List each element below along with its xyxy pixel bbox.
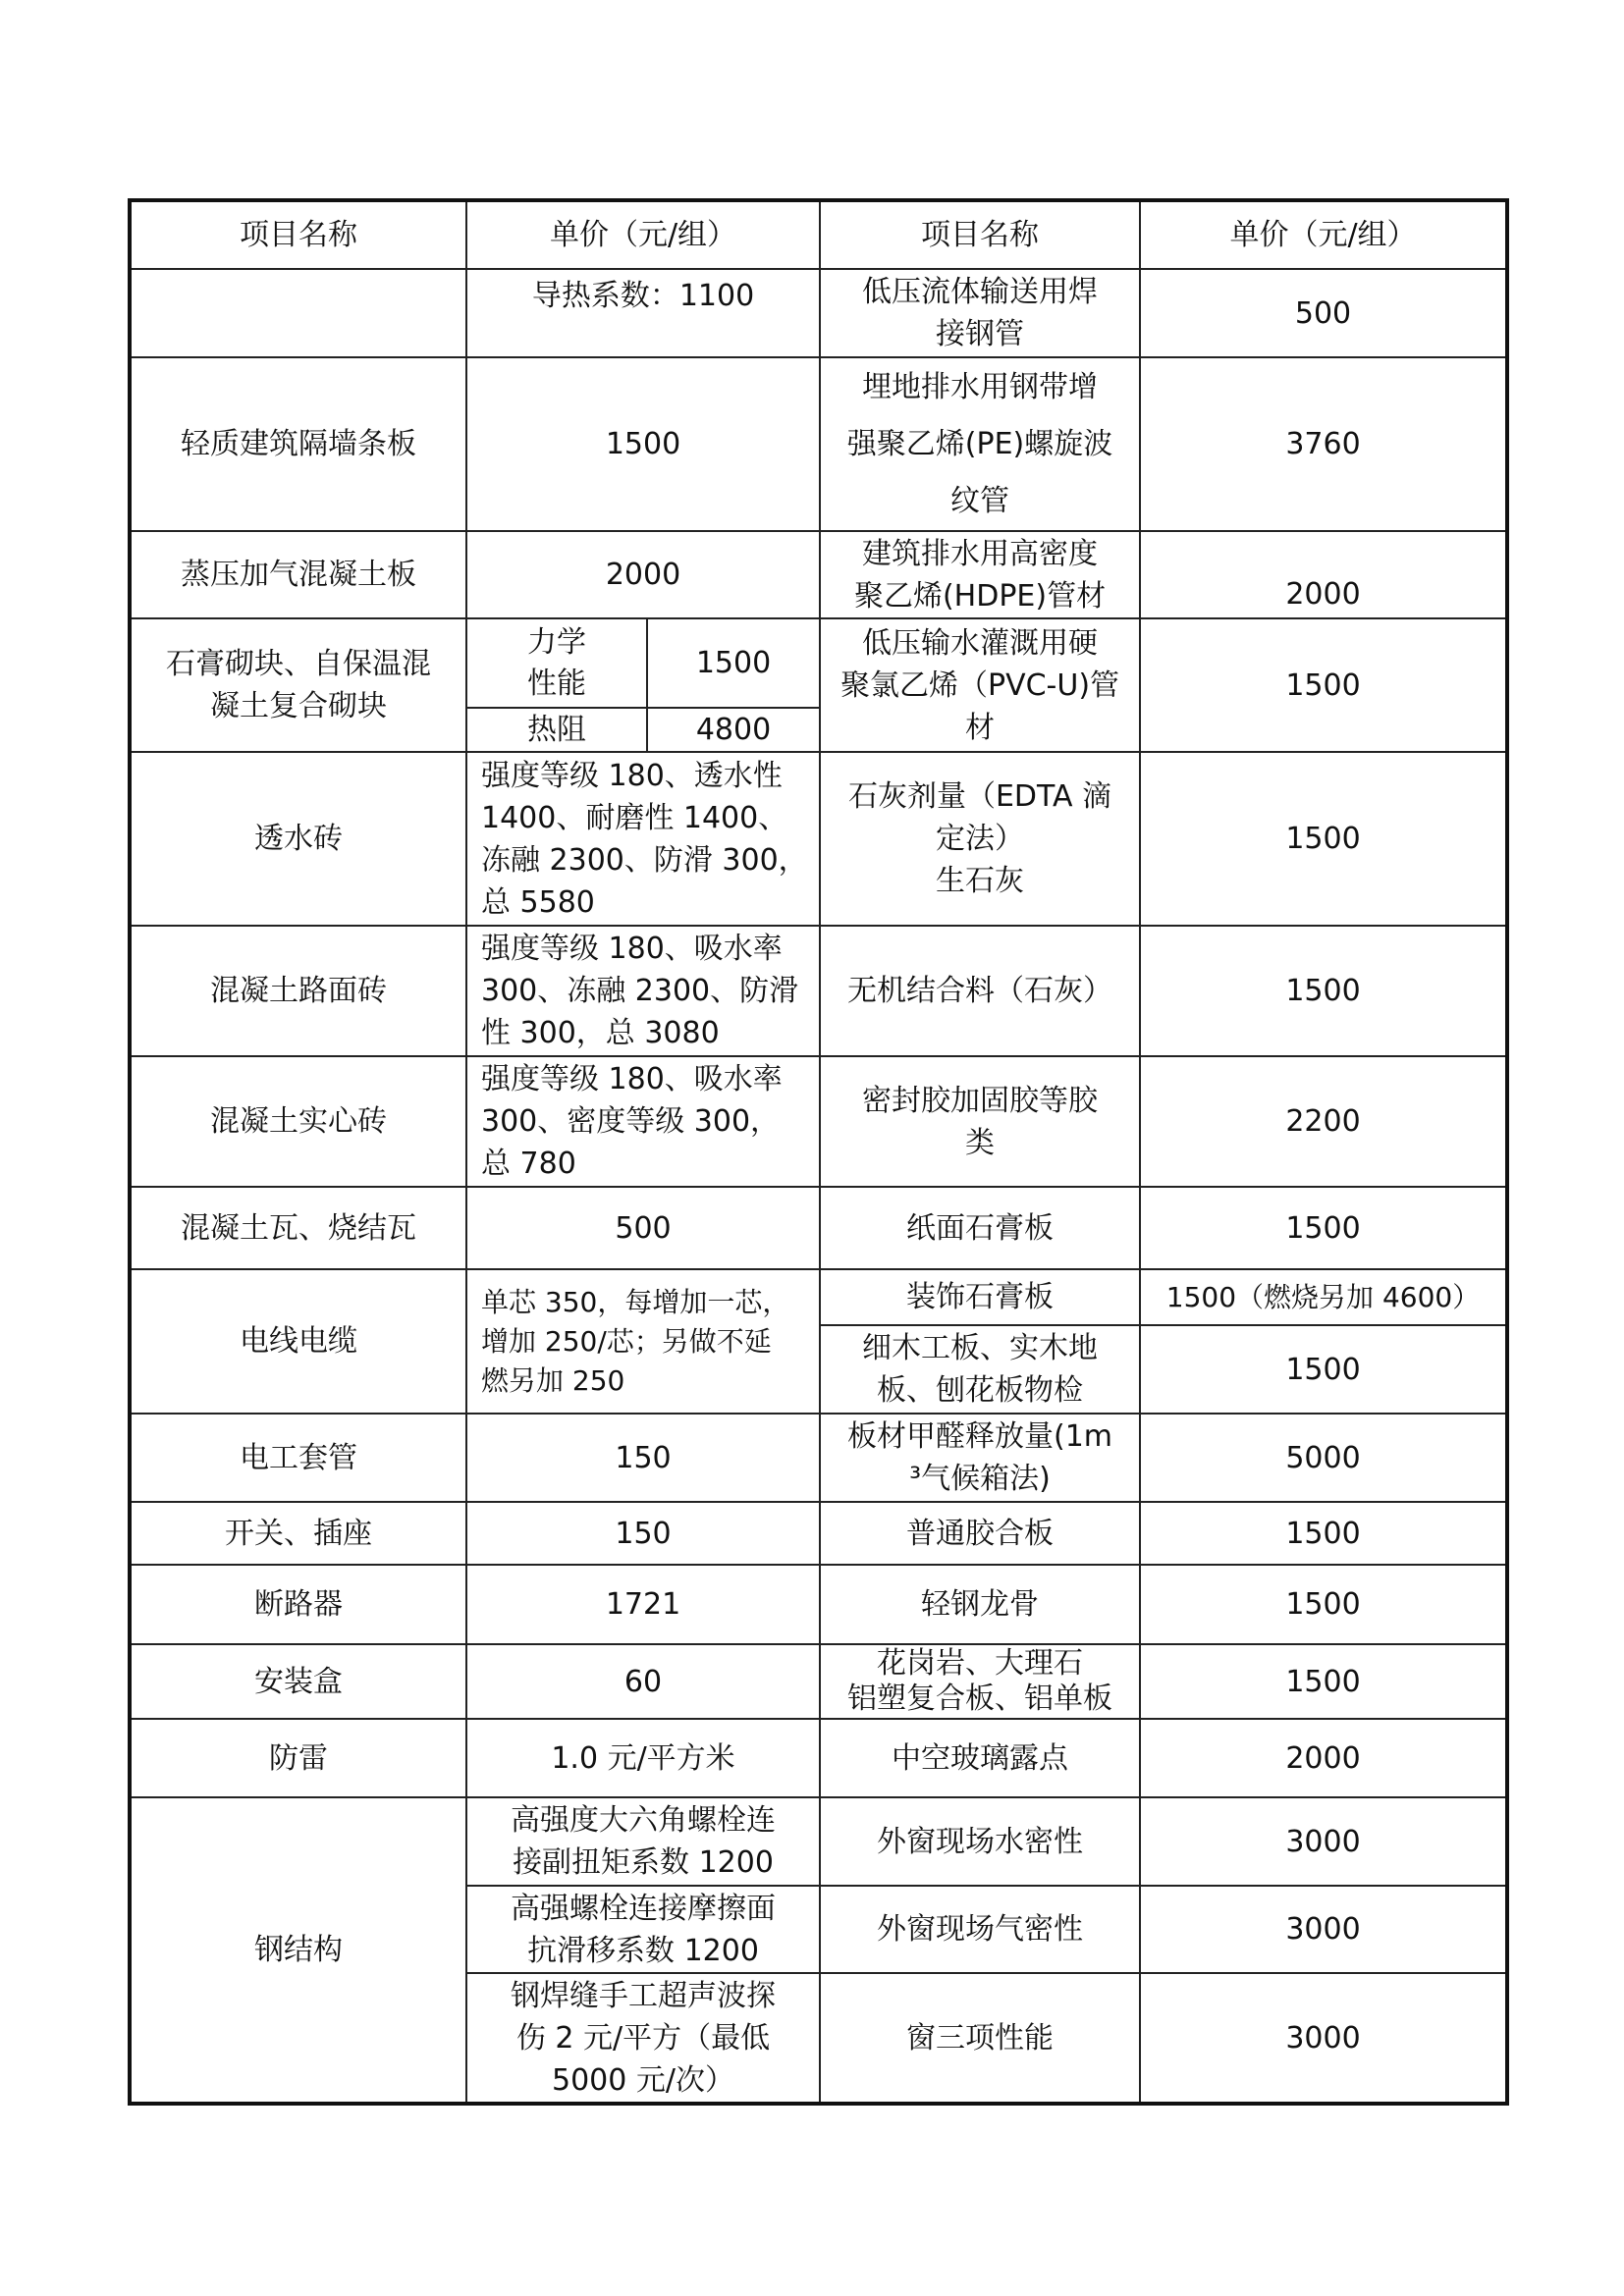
price-cell: 1500 [1140,926,1507,1056]
price-cell: 5000 [1140,1414,1507,1502]
price-cell: 1500 [1140,618,1507,752]
header-item-name-right: 项目名称 [820,200,1140,269]
item-name-cell: 窗三项性能 [820,1973,1140,2104]
item-name-cell: 低压输水灌溉用硬 聚氯乙烯（PVC-U)管 材 [820,618,1140,752]
item-name-cell: 混凝土实心砖 [130,1056,466,1187]
price-cell: 强度等级 180、透水性 1400、耐磨性 1400、 冻融 2300、防滑 300， 总 5580 [466,752,820,926]
item-name-cell: 埋地排水用钢带增 强聚乙烯(PE)螺旋波 纹管 [820,357,1140,531]
price-cell: 3760 [1140,357,1507,531]
item-name-cell: 普通胶合板 [820,1502,1140,1565]
item-name-cell [130,269,466,357]
price-cell: 60 [466,1644,820,1719]
price-cell: 500 [466,1187,820,1269]
item-name-cell: 开关、插座 [130,1502,466,1565]
sub-item-cell: 力学 性能 [466,618,647,708]
item-name-cell: 装饰石膏板 [820,1269,1140,1325]
item-name-cell: 防雷 [130,1719,466,1797]
item-name-cell: 外窗现场水密性 [820,1797,1140,1886]
table-row [130,531,1507,618]
table-row [130,269,1507,357]
price-cell: 1500（燃烧另加 4600） [1140,1269,1507,1325]
header-item-name-left: 项目名称 [130,200,466,269]
price-cell: 单芯 350，每增加一芯， 增加 250/芯；另做不延 燃另加 250 [466,1269,820,1414]
item-name-cell: 透水砖 [130,752,466,926]
table-row [130,1644,1507,1719]
item-name-cell: 无机结合料（石灰） [820,926,1140,1056]
price-cell: 1.0 元/平方米 [466,1719,820,1797]
price-cell: 1500 [1140,1187,1507,1269]
price-cell: 强度等级 180、吸水率 300、密度等级 300， 总 780 [466,1056,820,1187]
item-name-cell: 轻质建筑隔墙条板 [130,357,466,531]
item-name-cell: 板材甲醛释放量(1m ³气候箱法) [820,1414,1140,1502]
price-cell: 2000 [466,531,820,618]
price-cell: 钢焊缝手工超声波探 伤 2 元/平方（最低 5000 元/次） [466,1973,820,2104]
item-name-cell: 蒸压加气混凝土板 [130,531,466,618]
price-cell: 2000 [1140,531,1507,618]
price-cell: 高强螺栓连接摩擦面 抗滑移系数 1200 [466,1886,820,1973]
item-name-cell: 电工套管 [130,1414,466,1502]
item-name-cell: 安装盒 [130,1644,466,1719]
price-table [128,198,1509,2106]
item-name-cell: 钢结构 [130,1797,466,2104]
price-cell: 1500 [1140,1502,1507,1565]
price-cell: 1500 [1140,1644,1507,1719]
price-cell: 150 [466,1502,820,1565]
price-cell: 1500 [647,618,820,708]
price-cell: 2200 [1140,1056,1507,1187]
table-row [130,1502,1507,1565]
table-row [130,1056,1507,1187]
item-name-cell: 电线电缆 [130,1269,466,1414]
item-name-cell: 混凝土路面砖 [130,926,466,1056]
price-cell: 4800 [647,708,820,752]
item-name-cell: 中空玻璃露点 [820,1719,1140,1797]
item-name-cell: 建筑排水用高密度 聚乙烯(HDPE)管材 [820,531,1140,618]
price-cell: 2000 [1140,1719,1507,1797]
item-name-cell: 密封胶加固胶等胶 类 [820,1056,1140,1187]
item-name-cell: 花岗岩、大理石 铝塑复合板、铝单板 [820,1644,1140,1719]
price-cell: 3000 [1140,1797,1507,1886]
item-name-cell: 细木工板、实木地 板、刨花板物检 [820,1325,1140,1414]
item-name-cell: 轻钢龙骨 [820,1565,1140,1644]
price-cell: 1500 [466,357,820,531]
table-row [130,1269,1507,1325]
price-cell: 强度等级 180、吸水率 300、冻融 2300、防滑 性 300，总 3080 [466,926,820,1056]
header-unit-price-left: 单价（元/组） [466,200,820,269]
price-cell: 3000 [1140,1973,1507,2104]
table-row [130,618,1507,708]
header-row [130,200,1507,269]
price-cell: 150 [466,1414,820,1502]
price-cell: 高强度大六角螺栓连 接副扭矩系数 1200 [466,1797,820,1886]
table-row [130,926,1507,1056]
price-cell: 1500 [1140,1565,1507,1644]
sub-item-cell: 热阻 [466,708,647,752]
price-cell: 1721 [466,1565,820,1644]
table-row [130,1565,1507,1644]
header-unit-price-right: 单价（元/组） [1140,200,1507,269]
price-cell: 3000 [1140,1886,1507,1973]
table-row [130,1797,1507,1886]
table-row [130,1187,1507,1269]
item-name-cell: 混凝土瓦、烧结瓦 [130,1187,466,1269]
price-cell: 1500 [1140,752,1507,926]
item-name-cell: 低压流体输送用焊 接钢管 [820,269,1140,357]
table-row [130,357,1507,531]
price-cell: 500 [1140,269,1507,357]
table-row [130,752,1507,926]
item-name-cell: 外窗现场气密性 [820,1886,1140,1973]
item-name-cell: 断路器 [130,1565,466,1644]
table-row [130,1414,1507,1502]
price-cell: 导热系数：1100 [466,269,820,357]
price-cell: 1500 [1140,1325,1507,1414]
item-name-cell: 石膏砌块、自保温混 凝土复合砌块 [130,618,466,752]
item-name-cell: 石灰剂量（EDTA 滴 定法） 生石灰 [820,752,1140,926]
item-name-cell: 纸面石膏板 [820,1187,1140,1269]
table-row [130,1719,1507,1797]
